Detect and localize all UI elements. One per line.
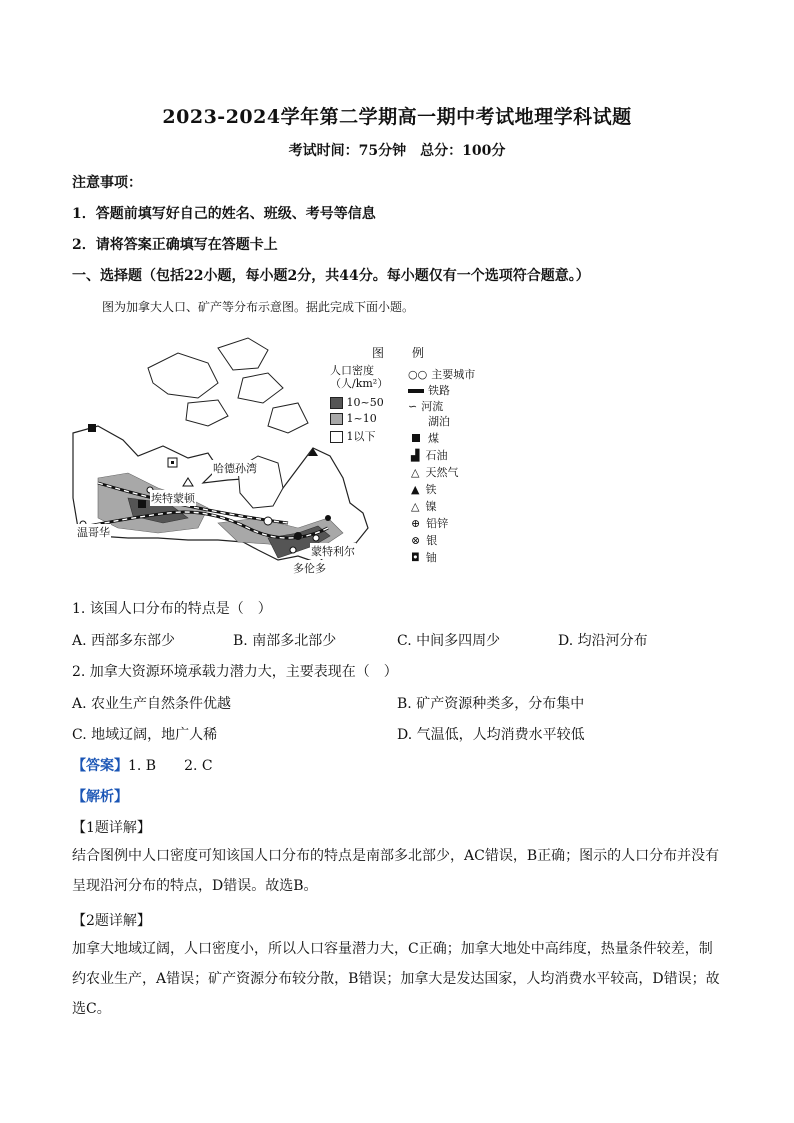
city-symbol <box>290 547 296 553</box>
legend-item-silver: ⊗ 银 <box>411 534 438 547</box>
answer-line <box>72 755 213 775</box>
q2-detail-text: 加拿大地域辽阔，人口密度小，所以人口容量潜力大，C正确；加拿大地处中高纬度，热量条件较差，制约农业生产，A错误；矿产资源分布较分散，B错误；加拿大是发达国家，人均消费水平较高，D错误；故选C。 <box>72 941 720 1017</box>
q2-detail-tag: 【2题详解】 <box>72 913 151 929</box>
legend-item-lead-zinc: ⊕ 铅锌 <box>411 517 449 530</box>
question-2-stem: 2. 加拿大资源环境承载力潜力大，主要表现在（ ） <box>72 664 398 680</box>
section-heading: 一、选择题（包括22小题，每小题2分，共44分。每小题仅有一个选项符合题意。） <box>72 268 590 284</box>
legend-density-dense: 10~50 <box>330 396 384 410</box>
question-2-option-b: B. 矿产资源种类多，分布集中 <box>397 696 585 712</box>
silver-symbol <box>264 517 272 525</box>
answer-text: 1. B 2. C <box>128 758 213 774</box>
answer-tag: 【答案】 <box>72 758 128 774</box>
note-item: 1．答题前填写好自己的姓名、班级、考号等信息 <box>72 206 376 222</box>
legend-density-medium: 1~10 <box>330 412 377 426</box>
legend-item-city: ○○ 主要城市 <box>408 368 476 381</box>
exam-time-info: 考试时间：75分钟 总分：100分 <box>288 143 506 159</box>
question-2-option-a: A. 农业生产自然条件优越 <box>72 696 232 712</box>
question-1-option-a: A. 西部多东部少 <box>72 633 176 649</box>
question-1-stem: 1. 该国人口分布的特点是（ ） <box>72 601 272 617</box>
legend-item-lake: 湖泊 <box>428 415 450 428</box>
question-1-option-d: D. 均沿河分布 <box>558 633 648 649</box>
legend-density-header: 人口密度 （人/km²） <box>330 364 389 390</box>
map-label-vancouver: 温哥华 <box>77 526 110 539</box>
map-legend <box>330 344 480 574</box>
map-label-montreal: 蒙特利尔 <box>311 545 355 558</box>
question-1-option-c: C. 中间多四周少 <box>397 633 501 649</box>
legend-item-river: ∽ 河流 <box>408 400 444 413</box>
uranium-symbol <box>171 461 174 464</box>
map-label-toronto: 多伦多 <box>293 562 326 575</box>
note-item: 2．请将答案正确填写在答题卡上 <box>72 237 278 253</box>
question-2-option-d: D. 气温低，人均消费水平较低 <box>397 727 585 743</box>
arctic-islands <box>148 338 308 433</box>
legend-item-iron: ▲ 铁 <box>411 483 437 496</box>
legend-title: 图 例 <box>372 346 433 360</box>
city-symbol <box>313 535 319 541</box>
question-2-option-c: C. 地域辽阔，地广人稀 <box>72 727 218 743</box>
question-1-option-b: B. 南部多北部少 <box>233 633 337 649</box>
q1-detail-tag: 【1题详解】 <box>72 820 151 836</box>
map-label-hudson-bay: 哈德孙湾 <box>213 462 257 475</box>
question-intro: 图为加拿大人口、矿产等分布示意图。据此完成下面小题。 <box>102 300 415 314</box>
page-title: 2023-2024学年第二学期高一期中考试地理学科试题 <box>162 106 632 128</box>
legend-item-uranium: ◘ 铀 <box>411 551 437 564</box>
legend-density-sparse: 1以下 <box>330 428 376 442</box>
legend-item-gas: △ 天然气 <box>411 466 459 479</box>
q1-detail-text: 结合图例中人口密度可知该国人口分布的特点是南部多北部少，AC错误，B正确；图示的人口分布并没有呈现沿河分布的特点，D错误。故选B。 <box>72 848 720 894</box>
legend-item-oil: ▟ 石油 <box>411 449 448 462</box>
coal-symbol <box>138 500 146 508</box>
notes-heading: 注意事项： <box>72 175 142 191</box>
legend-item-railway: 铁路 <box>408 382 450 396</box>
legend-item-coal: 煤 <box>408 430 439 444</box>
map-label-edmonton: 埃特蒙顿 <box>151 492 195 505</box>
legend-item-nickel: △ 镍 <box>411 500 437 513</box>
coal-symbol <box>88 424 96 432</box>
analysis-tag: 【解析】 <box>72 789 128 805</box>
lead-zinc-symbol <box>294 532 302 540</box>
